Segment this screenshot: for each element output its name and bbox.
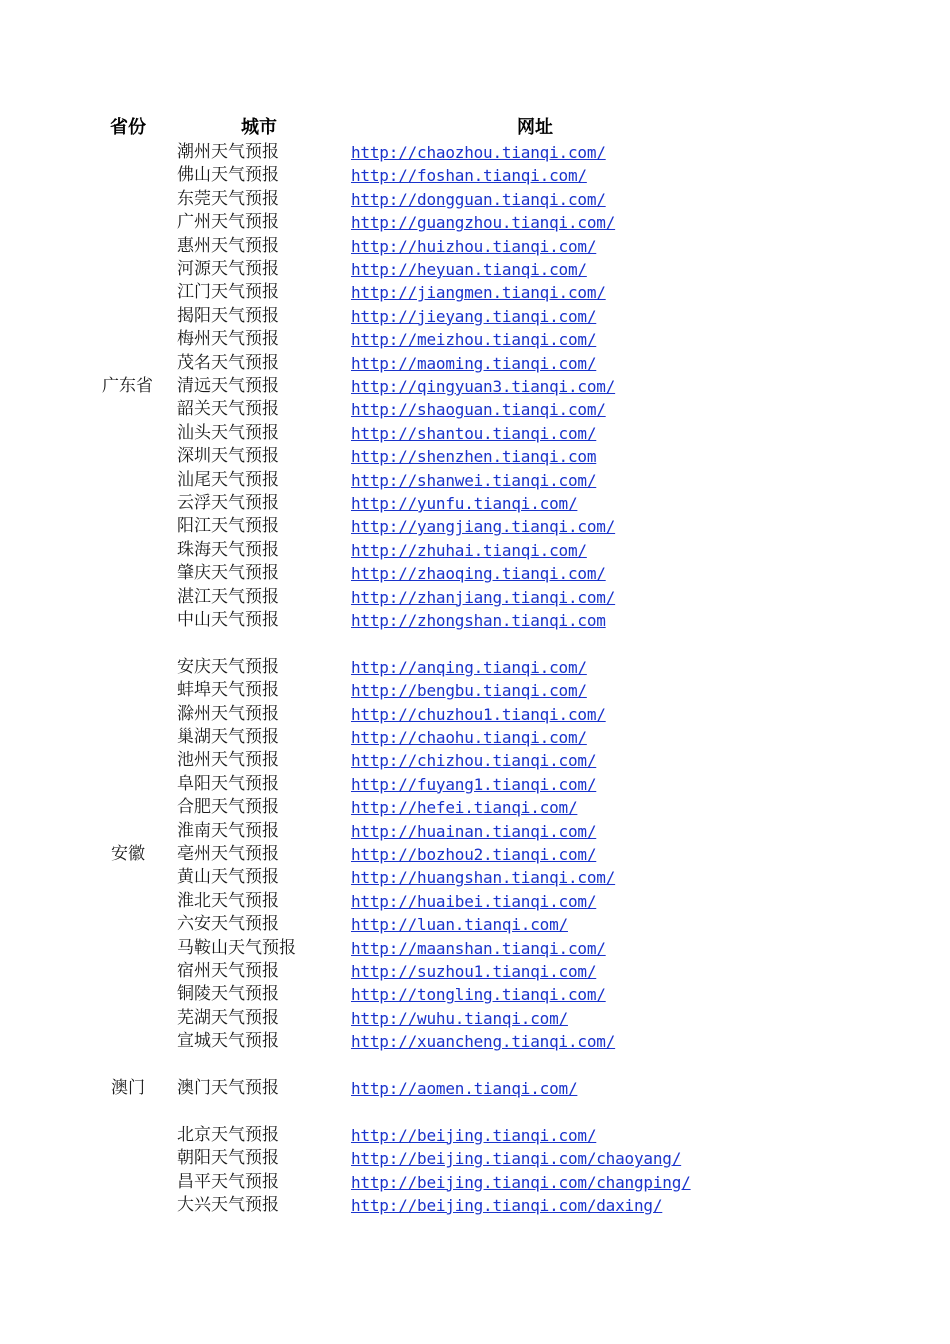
city-cell: 茂名天气预报 xyxy=(177,352,279,373)
table-row xyxy=(0,539,950,562)
table-row xyxy=(0,1007,950,1030)
table-row xyxy=(0,960,950,983)
table-row xyxy=(0,656,950,679)
city-cell: 潮州天气预报 xyxy=(177,142,279,162)
url-link[interactable]: http://zhuhai.tianqi.com/ xyxy=(351,540,587,560)
city-cell: 湛江天气预报 xyxy=(177,586,279,607)
table-row xyxy=(0,773,950,796)
table-row xyxy=(0,328,950,351)
city-cell: 云浮天气预报 xyxy=(177,493,279,513)
city-cell: 昌平天气预报 xyxy=(177,1171,279,1192)
table-row xyxy=(0,398,950,421)
city-cell: 黄山天气预报 xyxy=(177,867,279,888)
table-row xyxy=(0,258,950,281)
url-link[interactable]: http://beijing.tianqi.com/daxing/ xyxy=(351,1196,663,1215)
table-row xyxy=(0,141,950,164)
city-cell: 梅州天气预报 xyxy=(177,329,279,350)
table-row xyxy=(0,562,950,585)
table-row xyxy=(0,1030,950,1053)
header-city: 城市 xyxy=(241,117,277,138)
table-row xyxy=(0,305,950,328)
city-cell: 韶关天气预报 xyxy=(177,399,279,420)
url-link[interactable]: http://shaoguan.tianqi.com/ xyxy=(351,400,606,420)
city-cell: 清远天气预报 xyxy=(177,376,279,396)
city-cell: 广州天气预报 xyxy=(177,212,279,233)
city-cell: 珠海天气预报 xyxy=(177,539,279,560)
url-link[interactable]: http://heyuan.tianqi.com/ xyxy=(351,260,587,279)
url-link[interactable]: http://huangshan.tianqi.com/ xyxy=(351,868,616,888)
table-row xyxy=(0,445,950,468)
url-link[interactable]: http://chizhou.tianqi.com/ xyxy=(351,751,597,771)
city-cell: 朝阳天气预报 xyxy=(177,1148,279,1169)
url-link[interactable]: http://xuancheng.tianqi.com/ xyxy=(351,1032,616,1052)
city-cell: 巢湖天气预报 xyxy=(177,727,279,747)
city-cell: 深圳天气预报 xyxy=(177,446,279,467)
table-row xyxy=(0,422,950,445)
url-link[interactable]: http://beijing.tianqi.com/changping/ xyxy=(351,1172,691,1192)
table-row xyxy=(0,890,950,913)
url-link[interactable]: http://shanwei.tianqi.com/ xyxy=(351,470,597,490)
url-link[interactable]: http://yunfu.tianqi.com/ xyxy=(351,494,578,513)
url-link[interactable]: http://suzhou1.tianqi.com/ xyxy=(351,962,597,981)
url-link[interactable]: http://maoming.tianqi.com/ xyxy=(351,353,597,373)
city-cell: 宣城天气预报 xyxy=(177,1031,279,1052)
url-link[interactable]: http://maanshan.tianqi.com/ xyxy=(351,938,606,958)
url-link[interactable]: http://zhongshan.tianqi.com xyxy=(351,611,606,630)
city-cell: 蚌埠天气预报 xyxy=(177,680,279,701)
table-row xyxy=(0,352,950,375)
city-cell: 六安天气预报 xyxy=(177,914,279,935)
city-cell: 铜陵天气预报 xyxy=(177,984,279,1005)
table-row xyxy=(0,1194,950,1217)
url-link[interactable]: http://shantou.tianqi.com/ xyxy=(351,423,597,443)
table-row xyxy=(0,188,950,211)
url-link[interactable]: http://meizhou.tianqi.com/ xyxy=(351,330,597,350)
url-link[interactable]: http://chaohu.tianqi.com/ xyxy=(351,728,587,747)
city-cell: 大兴天气预报 xyxy=(177,1195,279,1215)
url-link[interactable]: http://jiangmen.tianqi.com/ xyxy=(351,283,606,303)
url-link[interactable]: http://qingyuan3.tianqi.com/ xyxy=(351,377,616,396)
url-link[interactable]: http://dongguan.tianqi.com/ xyxy=(351,189,606,209)
url-link[interactable]: http://tongling.tianqi.com/ xyxy=(351,985,606,1005)
table-row xyxy=(0,913,950,936)
city-cell: 汕尾天气预报 xyxy=(177,469,279,490)
city-cell: 中山天气预报 xyxy=(177,610,279,630)
table-row xyxy=(0,492,950,515)
url-link[interactable]: http://beijing.tianqi.com/chaoyang/ xyxy=(351,1149,682,1169)
city-cell: 淮南天气预报 xyxy=(177,820,279,841)
url-link[interactable]: http://zhanjiang.tianqi.com/ xyxy=(351,587,616,607)
city-cell: 亳州天气预报 xyxy=(177,844,279,864)
table-row xyxy=(0,796,950,819)
city-cell: 汕头天气预报 xyxy=(177,422,279,443)
province-cell: 澳门 xyxy=(111,1078,145,1098)
table-row xyxy=(0,983,950,1006)
url-link[interactable]: http://yangjiang.tianqi.com/ xyxy=(351,517,616,537)
city-cell: 马鞍山天气预报 xyxy=(177,937,296,958)
city-cell: 揭阳天气预报 xyxy=(177,305,279,326)
table-row xyxy=(0,164,950,187)
url-link[interactable]: http://jieyang.tianqi.com/ xyxy=(351,306,597,326)
table-row xyxy=(0,1171,950,1194)
table-row xyxy=(0,679,950,702)
city-cell: 淮北天气预报 xyxy=(177,890,279,911)
city-cell: 惠州天气预报 xyxy=(177,235,279,256)
city-cell: 肇庆天气预报 xyxy=(177,563,279,584)
province-cell: 广东省 xyxy=(102,376,153,396)
city-cell: 东莞天气预报 xyxy=(177,188,279,209)
city-cell: 河源天气预报 xyxy=(177,259,279,279)
table-row xyxy=(0,609,950,632)
table-row xyxy=(0,1124,950,1147)
url-link[interactable]: http://huainan.tianqi.com/ xyxy=(351,821,597,841)
city-cell: 阳江天气预报 xyxy=(177,516,279,537)
url-link[interactable]: http://anqing.tianqi.com/ xyxy=(351,657,587,677)
table-row xyxy=(0,211,950,234)
url-link[interactable]: http://guangzhou.tianqi.com/ xyxy=(351,213,616,233)
url-link[interactable]: http://fuyang1.tianqi.com/ xyxy=(351,774,597,794)
city-cell: 北京天气预报 xyxy=(177,1124,279,1145)
table-row xyxy=(0,281,950,304)
city-cell: 佛山天气预报 xyxy=(177,165,279,186)
table-row xyxy=(0,820,950,843)
table-row xyxy=(0,586,950,609)
city-cell: 澳门天气预报 xyxy=(177,1078,279,1098)
city-cell: 安庆天气预报 xyxy=(177,656,279,677)
table-row xyxy=(0,937,950,960)
city-cell: 池州天气预报 xyxy=(177,750,279,771)
table-row xyxy=(0,726,950,749)
header-province: 省份 xyxy=(110,117,146,138)
url-link[interactable]: http://beijing.tianqi.com/ xyxy=(351,1125,597,1145)
url-link[interactable]: http://huaibei.tianqi.com/ xyxy=(351,891,597,911)
table-row xyxy=(0,515,950,538)
header-url: 网址 xyxy=(517,117,553,138)
table-row xyxy=(0,235,950,258)
city-cell: 合肥天气预报 xyxy=(177,797,279,818)
table-row xyxy=(0,469,950,492)
province-cell: 安徽 xyxy=(111,844,145,864)
url-link[interactable]: http://luan.tianqi.com/ xyxy=(351,915,568,935)
table-row xyxy=(0,1147,950,1170)
url-link[interactable]: http://wuhu.tianqi.com/ xyxy=(351,1008,568,1028)
url-link[interactable]: http://chaozhou.tianqi.com/ xyxy=(351,143,606,162)
table-row xyxy=(0,703,950,726)
city-cell: 芜湖天气预报 xyxy=(177,1007,279,1028)
table-row xyxy=(0,749,950,772)
url-link[interactable]: http://bozhou2.tianqi.com/ xyxy=(351,845,597,864)
url-link[interactable]: http://zhaoqing.tianqi.com/ xyxy=(351,564,606,584)
table-row xyxy=(0,866,950,889)
url-link[interactable]: http://aomen.tianqi.com/ xyxy=(351,1079,578,1098)
city-cell: 滁州天气预报 xyxy=(177,703,279,724)
url-link[interactable]: http://foshan.tianqi.com/ xyxy=(351,166,587,186)
url-link[interactable]: http://chuzhou1.tianqi.com/ xyxy=(351,704,606,724)
url-link[interactable]: http://huizhou.tianqi.com/ xyxy=(351,236,597,256)
url-link[interactable]: http://hefei.tianqi.com/ xyxy=(351,798,578,818)
city-cell: 江门天气预报 xyxy=(177,282,279,303)
url-link[interactable]: http://bengbu.tianqi.com/ xyxy=(351,681,587,701)
city-cell: 宿州天气预报 xyxy=(177,961,279,981)
city-cell: 阜阳天气预报 xyxy=(177,773,279,794)
url-link[interactable]: http://shenzhen.tianqi.com xyxy=(351,447,597,467)
